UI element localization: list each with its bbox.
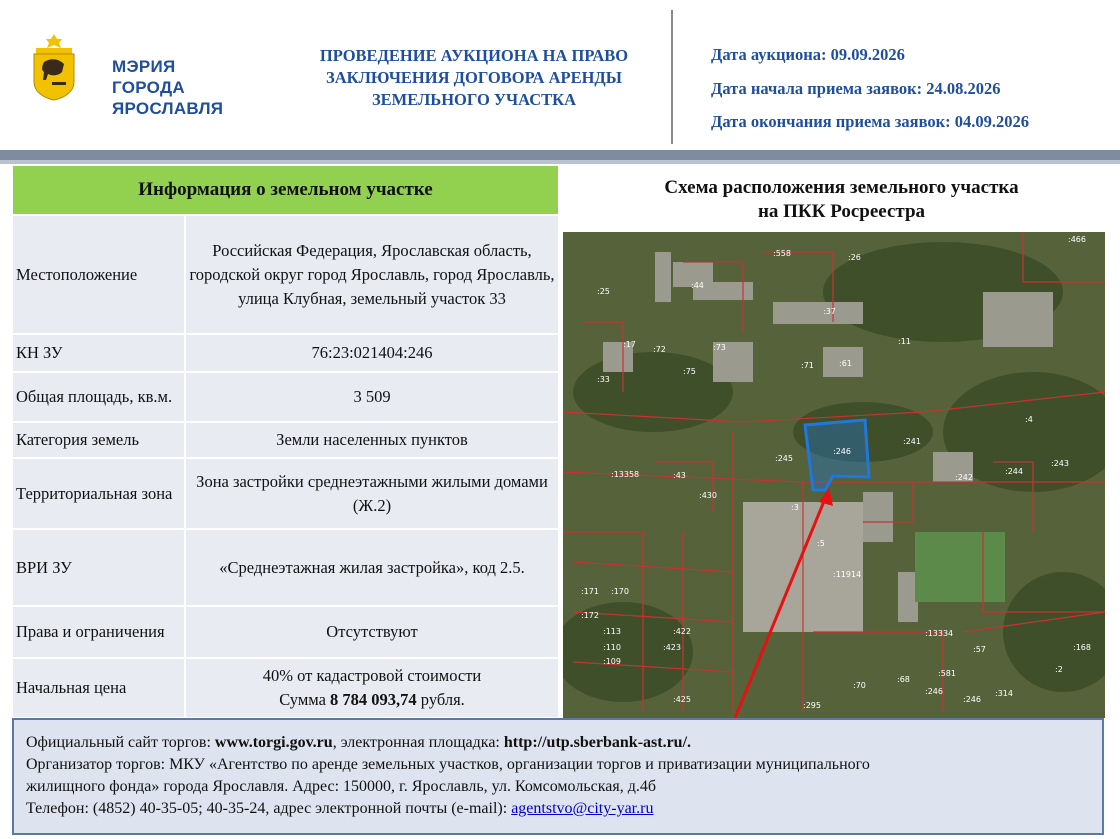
location-label: Местоположение (12, 215, 185, 334)
parcel-number-label: :44 (691, 281, 704, 290)
parcel-number-label: :13358 (611, 470, 640, 479)
parcel-number-label: :110 (603, 643, 621, 652)
map-title (563, 176, 1120, 224)
territorial-zone-label: Территориальная зона (12, 458, 185, 529)
field (915, 532, 1005, 602)
parcel-info-table (11, 164, 560, 719)
parcel-number-label: :242 (955, 473, 973, 482)
parcel-number-label: :170 (611, 587, 629, 596)
rights-label: Права и ограничения (12, 606, 185, 658)
parcel-number-label: :2 (1055, 665, 1063, 674)
price-sum (189, 688, 555, 712)
price-suffix: рубля. (416, 690, 465, 709)
footer-line-3: жилищного фонда» города Ярославля. Адрес: 150000, г. Ярославль, ул. Комсомольская, д.4б (26, 778, 656, 795)
parcel-number-label: :241 (903, 437, 921, 446)
parcel-number-label: :43 (673, 471, 686, 480)
parcel-number-label: :68 (897, 675, 910, 684)
parcel-number-label: :13334 (925, 629, 954, 638)
parcel-number-label: :73 (713, 343, 726, 352)
area-label: Общая площадь, кв.м. (12, 372, 185, 422)
parcel-number-label: :244 (1005, 467, 1023, 476)
cadastral-number-label: КН ЗУ (12, 334, 185, 372)
footer-line-1 (26, 734, 691, 752)
price-prefix: Сумма (279, 690, 331, 709)
auction-date: Дата аукциона: 09.09.2026 (711, 45, 905, 64)
parcel-number-label: :246 (833, 447, 851, 456)
rights-value: Отсутствуют (185, 606, 559, 658)
parcel-number-label: :61 (839, 359, 852, 368)
map-title-line-2: на ПКК Росреестра (757, 201, 926, 222)
header-divider (671, 10, 673, 144)
site-label: Официальный сайт торгов: (26, 734, 215, 751)
parcel-number-label: :25 (597, 287, 610, 296)
parcel-number-label: :246 (925, 687, 943, 696)
parcel-number-label: :5 (817, 539, 825, 548)
price-amount: 8 784 093,74 (330, 690, 417, 709)
parcel-number-label: :3 (791, 503, 799, 512)
permitted-use-value: «Среднеэтажная жилая застройка», код 2.5. (185, 529, 559, 606)
cadastral-number-value: 76:23:021404:246 (185, 334, 559, 372)
parcel-number-label: :57 (973, 645, 986, 654)
logo-line-1: МЭРИЯ ГОРОДА (112, 57, 185, 97)
torgi-site[interactable]: www.torgi.gov.ru (214, 734, 333, 751)
title-line-2: ЗАКЛЮЧЕНИЯ ДОГОВОРА АРЕНДЫ (325, 68, 622, 87)
parcel-number-label: :71 (801, 361, 814, 370)
parcel-number-label: :17 (623, 340, 636, 349)
platform-label: , электронная площадка: (332, 734, 504, 751)
parcel-number-label: :168 (1073, 643, 1091, 652)
parcel-number-label: :423 (663, 643, 681, 652)
footer-line-4 (26, 800, 653, 818)
parcel-number-label: :4 (1025, 415, 1033, 424)
map-title-line-1: Схема расположения земельного участка (664, 177, 1019, 198)
land-category-value: Земли населенных пунктов (185, 422, 559, 458)
starting-price-label: Начальная цена (12, 658, 185, 718)
parcel-number-label: :109 (603, 657, 621, 666)
permitted-use-label: ВРИ ЗУ (12, 529, 185, 606)
parcel-number-label: :581 (938, 669, 956, 678)
parcel-number-label: :37 (823, 307, 836, 316)
parcel-number-label: :295 (803, 701, 821, 710)
info-table-heading: Информация о земельном участке (12, 165, 559, 215)
sberbank-platform[interactable]: http://utp.sberbank-ast.ru/. (503, 734, 692, 751)
parcel-number-label: :171 (581, 587, 599, 596)
area-value: 3 509 (185, 372, 559, 422)
parcel-number-label: :70 (853, 681, 866, 690)
title-line-1: ПРОВЕДЕНИЕ АУКЦИОНА НА ПРАВО (319, 46, 629, 65)
phone-text: Телефон: (4852) 40-35-05; 40-35-24, адрес электронной почты (e-mail): (26, 800, 512, 817)
parcel-number-label: :11 (898, 337, 911, 346)
parcel-number-label: :113 (603, 627, 621, 636)
parcel-number-label: :243 (1051, 459, 1069, 468)
header (0, 0, 1120, 150)
footer-line-2: Организатор торгов: МКУ «Агентство по аренде земельных участков, организации торгов и приватизации муниципального (26, 756, 870, 773)
parcel-number-label: :314 (995, 689, 1013, 698)
applications-end-date: Дата окончания приема заявок: 04.09.2026 (711, 112, 1030, 131)
parcel-number-label: :425 (673, 695, 691, 704)
starting-price-value (185, 658, 559, 718)
parcel-number-label: :246 (963, 695, 981, 704)
city-hall-logo (30, 32, 240, 118)
cadastral-map (563, 232, 1105, 718)
email-link[interactable]: agentstvo@city-yar.ru (511, 800, 654, 817)
parcel-number-label: :245 (775, 454, 793, 463)
parcel-number-label: :72 (653, 345, 666, 354)
parcel-number-label: :11914 (833, 570, 862, 579)
parcel-number-label: :558 (773, 249, 791, 258)
footer-contacts (12, 718, 1104, 835)
logo-line-2: ЯРОСЛАВЛЯ (112, 99, 224, 118)
parcel-number-label: :430 (699, 491, 717, 500)
parcel-number-label: :26 (848, 253, 861, 262)
land-category-label: Категория земель (12, 422, 185, 458)
title-line-3: ЗЕМЕЛЬНОГО УЧАСТКА (371, 90, 577, 109)
territorial-zone-value: Зона застройки среднеэтажными жилыми домами (Ж.2) (185, 458, 559, 529)
applications-start-date: Дата начала приема заявок: 24.08.2026 (711, 78, 1001, 98)
map-svg (563, 232, 1105, 718)
parcel-number-label: :466 (1068, 235, 1086, 244)
dates-block (711, 38, 1029, 139)
location-value: Российская Федерация, Ярославская область, городской округ город Ярославль, город Ярославль, улица Клубная, земельный участок 33 (185, 215, 559, 334)
parcel-number-label: :75 (683, 367, 696, 376)
parcel-number-label: :422 (673, 627, 691, 636)
coat-of-arms-icon (30, 32, 78, 102)
price-basis: 40% от кадастровой стоимости (262, 666, 482, 685)
parcel-number-label: :33 (597, 375, 610, 384)
page-title (288, 45, 660, 111)
parcel-number-label: :172 (581, 611, 599, 620)
